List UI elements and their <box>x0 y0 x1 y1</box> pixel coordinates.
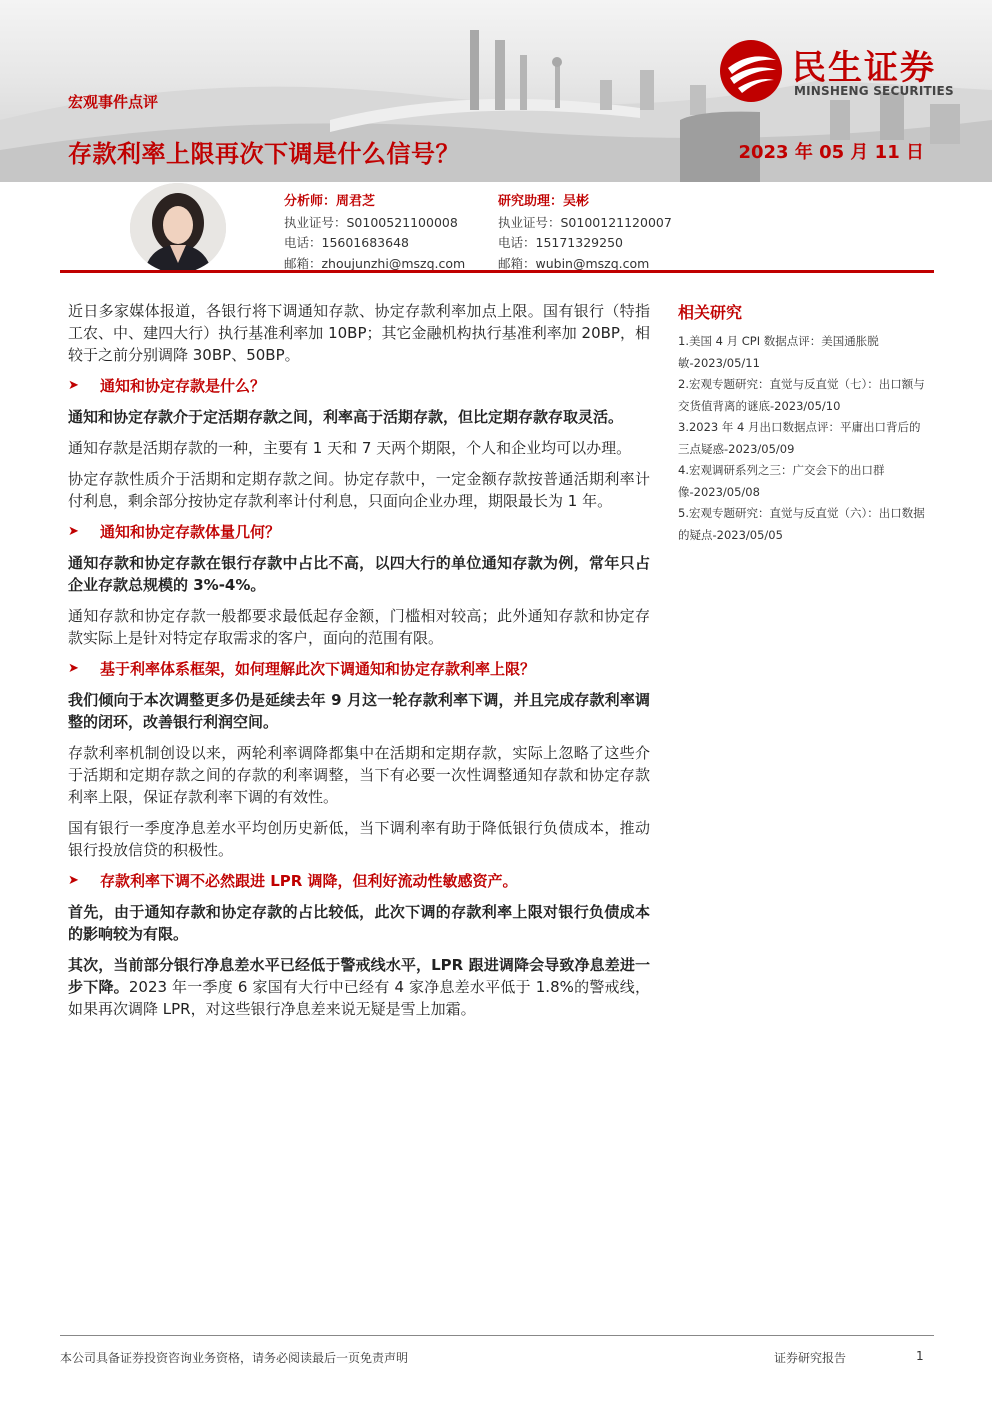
section-heading <box>68 870 650 892</box>
footer-divider <box>60 1335 934 1336</box>
section-heading <box>68 521 650 543</box>
report-category: 宏观事件点评 <box>68 93 159 111</box>
assistant-license: 执业证号：S0100121120007 <box>498 214 672 230</box>
section-title: 通知和协定存款体量几何？ <box>100 523 281 541</box>
body-paragraph <box>68 954 650 1020</box>
body-paragraph: 协定存款性质介于活期和定期存款之间。协定存款中，一定金额存款按普通活期利率计付利息，剩余部分按协定存款利率计付利息，只面向企业办理，期限最长为 1 年。 <box>68 470 650 510</box>
footer-report-type: 证券研究报告 <box>774 1351 847 1365</box>
related-research-title: 相关研究 <box>678 303 743 322</box>
key-point-inline: 其次，当前部分银行净息差水平已经低于警戒线水平，LPR 跟进调降会导致净息差进一步下降。 <box>68 956 650 996</box>
key-point: 首先，由于通知存款和协定存款的占比较低，此次下调的存款利率上限对银行负债成本的影响较为有限。 <box>68 903 650 943</box>
report-date: 2023 年 05 月 11 日 <box>738 142 924 163</box>
bullet-arrow-icon: ➤ <box>68 524 79 539</box>
header-banner <box>0 0 992 182</box>
report-title: 存款利率上限再次下调是什么信号？ <box>68 140 460 168</box>
brand-logo <box>718 38 968 102</box>
body-paragraph: 通知存款和协定存款一般都要求最低起存金额，门槛相对较高；此外通知存款和协定存款实际上是针对特定存取需求的客户，面向的范围有限。 <box>68 607 650 647</box>
section-title: 基于利率体系框架，如何理解此次下调通知和协定存款利率上限？ <box>100 660 536 678</box>
related-research-item[interactable]: 5.宏观专题研究：直觉与反直觉（六）：出口数据的疑点-2023/05/05 <box>678 506 925 542</box>
bullet-arrow-icon: ➤ <box>68 873 79 888</box>
section-title: 存款利率下调不必然跟进 LPR 调降，但利好流动性敏感资产。 <box>100 872 518 890</box>
analyst-info <box>284 192 465 274</box>
related-research-item[interactable]: 3.2023 年 4 月出口数据点评：平庸出口背后的三点疑惑-2023/05/09 <box>678 420 921 456</box>
related-research-item[interactable]: 2.宏观专题研究：直觉与反直觉（七）：出口额与交货值背离的谜底-2023/05/10 <box>678 377 925 413</box>
body-paragraph: 存款利率机制创设以来，两轮利率调降都集中在活期和定期存款，实际上忽略了这些介于活期和定期存款之间的存款的利率调整，当下有必要一次性调整通知存款和协定存款利率上限，保证存款利率下调的有效性。 <box>68 744 650 806</box>
related-research <box>678 300 928 546</box>
key-point: 通知存款和协定存款在银行存款中占比不高，以四大行的单位通知存款为例，常年只占企业存款总规模的 3%-4%。 <box>68 554 650 594</box>
analyst-photo <box>130 183 226 273</box>
footer-disclaimer: 本公司具备证券投资咨询业务资格，请务必阅读最后一页免责声明 <box>60 1351 409 1365</box>
key-point: 我们倾向于本次调整更多仍是延续去年 9 月这一轮存款利率下调，并且完成存款利率调整的闭环，改善银行利润空间。 <box>68 691 650 731</box>
analyst-license: 执业证号：S0100521100008 <box>284 214 458 230</box>
analyst-email[interactable]: 邮箱：zhoujunzhi@mszq.com <box>284 255 466 271</box>
body-text: 2023 年一季度 6 家国有大行中已经有 4 家净息差水平低于 1.8%的警戒线，如果再次调降 LPR，对这些银行净息差来说无疑是雪上加霜。 <box>68 978 650 1018</box>
assistant-phone: 电话：15171329250 <box>498 235 623 250</box>
logo-text-en: MINSHENG SECURITIES <box>794 84 954 98</box>
body-paragraph: 国有银行一季度净息差水平均创历史新低，当下调利率有助于降低银行负债成本，推动银行投放信贷的积极性。 <box>68 819 650 859</box>
related-research-item[interactable]: 1.美国 4 月 CPI 数据点评：美国通胀脱敏-2023/05/11 <box>678 334 879 370</box>
header-divider <box>60 270 934 273</box>
main-content <box>68 300 650 1029</box>
analyst-role: 分析师：周君芝 <box>284 194 376 209</box>
analyst-phone: 电话：15601683648 <box>284 235 409 250</box>
key-point: 通知和协定存款介于定活期存款之间，利率高于活期存款，但比定期存款存取灵活。 <box>68 408 624 426</box>
bullet-arrow-icon: ➤ <box>68 661 79 676</box>
section-heading <box>68 658 650 680</box>
section-heading <box>68 375 650 397</box>
intro-paragraph: 近日多家媒体报道，各银行将下调通知存款、协定存款利率加点上限。国有银行（特指工农、中、建四大行）执行基准利率加 10BP；其它金融机构执行基准利率加 20BP，相较于之前分别调降 30BP、50BP。 <box>68 302 650 364</box>
assistant-email[interactable]: 邮箱：wubin@mszq.com <box>498 255 650 271</box>
assistant-info <box>498 192 672 274</box>
assistant-role: 研究助理：吴彬 <box>498 194 590 209</box>
body-paragraph: 通知存款是活期存款的一种，主要有 1 天和 7 天两个期限，个人和企业均可以办理。 <box>68 439 632 457</box>
related-research-item[interactable]: 4.宏观调研系列之三：广交会下的出口群像-2023/05/08 <box>678 463 885 499</box>
logo-text-cn: 民生证券 <box>792 48 936 88</box>
minsheng-logo-icon <box>718 38 784 104</box>
bullet-arrow-icon: ➤ <box>68 378 79 393</box>
section-title: 通知和协定存款是什么？ <box>100 377 266 395</box>
page-number: 1 <box>916 1349 924 1363</box>
